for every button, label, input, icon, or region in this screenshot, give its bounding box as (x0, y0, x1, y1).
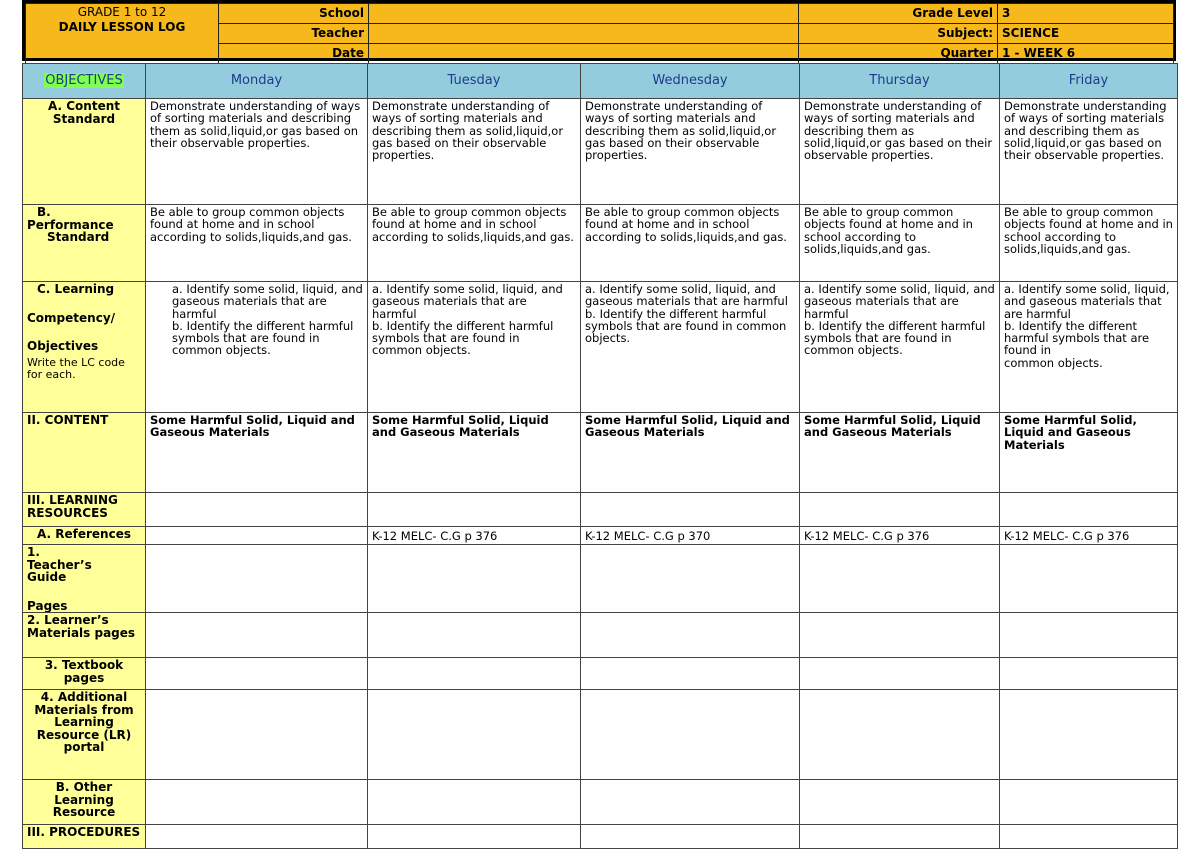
content-standard-wednesday[interactable]: Demonstrate understanding of ways of sorting materials and describing them as solid,liquid,or gas based on their observable properties. (581, 99, 800, 205)
learning-resources-wednesday[interactable] (581, 493, 800, 527)
learning-competency-tuesday[interactable]: a. Identify some solid, liquid, and gaseous materials that are harmful b. Identify the different harmful symbols that are found in common objects. (368, 282, 581, 413)
additional-materials-thursday[interactable] (800, 690, 1000, 780)
textbook-row (23, 658, 1178, 690)
grade-level-label: Grade Level (799, 4, 998, 24)
performance-standard-wednesday[interactable]: Be able to group common objects found at home and in school according to solids,liquids,and gas. (581, 205, 800, 282)
school-value[interactable] (369, 4, 799, 24)
additional-materials-tuesday[interactable] (368, 690, 581, 780)
day-header-wednesday: Wednesday (581, 64, 800, 99)
day-header-friday: Friday (1000, 64, 1178, 99)
learning-competency-thursday[interactable]: a. Identify some solid, liquid, and gaseous materials that are harmful b. Identify the different harmful symbols that are found in common objects. (800, 282, 1000, 413)
procedures-tuesday[interactable] (368, 825, 581, 849)
other-resource-friday[interactable] (1000, 780, 1178, 825)
grade-level-value[interactable]: 3 (998, 4, 1174, 24)
learners-materials-wednesday[interactable] (581, 613, 800, 658)
learning-competency-monday[interactable]: a. Identify some solid, liquid, and gaseous materials that are harmful b. Identify the different harmful symbols that are found in common objects. (146, 282, 368, 413)
references-wednesday[interactable]: K-12 MELC- C.G p 370 (581, 527, 800, 545)
other-resource-row (23, 780, 1178, 825)
teachers-guide-friday[interactable] (1000, 545, 1178, 613)
additional-materials-monday[interactable] (146, 690, 368, 780)
textbook-wednesday[interactable] (581, 658, 800, 690)
content-standard-monday[interactable]: Demonstrate understanding of ways of sorting materials and describing them as solid,liquid,or gas based on their observable properties. (146, 99, 368, 205)
header-title-cell (26, 4, 219, 64)
references-tuesday[interactable]: K-12 MELC- C.G p 376 (368, 527, 581, 545)
learning-competency-friday[interactable]: a. Identify some solid, liquid, and gaseous materials that are harmful b. Identify the different harmful symbols that are found in common objects. (1000, 282, 1178, 413)
content-thursday[interactable]: Some Harmful Solid, Liquid and Gaseous Materials (800, 413, 1000, 493)
teachers-guide-label: 1. Teacher’s Guide Pages (23, 545, 146, 613)
procedures-thursday[interactable] (800, 825, 1000, 849)
content-tuesday[interactable]: Some Harmful Solid, Liquid and Gaseous Materials (368, 413, 581, 493)
other-resource-label: B. Other Learning Resource (23, 780, 146, 825)
learners-materials-thursday[interactable] (800, 613, 1000, 658)
objectives-header: OBJECTIVES (23, 64, 146, 99)
content-label: II. CONTENT (23, 413, 146, 493)
learners-materials-friday[interactable] (1000, 613, 1178, 658)
learning-resources-thursday[interactable] (800, 493, 1000, 527)
performance-standard-thursday[interactable]: Be able to group common objects found at home and in school according to solids,liquids,and gas. (800, 205, 1000, 282)
content-row (23, 413, 1178, 493)
learning-resources-row (23, 493, 1178, 527)
additional-materials-label: 4. Additional Materials from Learning Resource (LR) portal (23, 690, 146, 780)
content-friday[interactable]: Some Harmful Solid, Liquid and Gaseous Materials (1000, 413, 1178, 493)
content-standard-thursday[interactable]: Demonstrate understanding of ways of sorting materials and describing them as solid,liquid,or gas based on their observable properties. (800, 99, 1000, 205)
teachers-guide-row (23, 545, 1178, 613)
teachers-guide-monday[interactable] (146, 545, 368, 613)
learning-resources-label: III. LEARNING RESOURCES (23, 493, 146, 527)
performance-standard-label: B. Performance Standard (23, 205, 146, 282)
learning-resources-friday[interactable] (1000, 493, 1178, 527)
procedures-label: III. PROCEDURES (23, 825, 146, 849)
procedures-friday[interactable] (1000, 825, 1178, 849)
other-resource-tuesday[interactable] (368, 780, 581, 825)
day-header-tuesday: Tuesday (368, 64, 581, 99)
learning-competency-wednesday[interactable]: a. Identify some solid, liquid, and gaseous materials that are harmful b. Identify the different harmful symbols that are found in common objects. (581, 282, 800, 413)
procedures-wednesday[interactable] (581, 825, 800, 849)
school-label: School (219, 4, 369, 24)
quarter-label: Quarter (799, 44, 998, 64)
references-label: A. References (23, 527, 146, 545)
other-resource-thursday[interactable] (800, 780, 1000, 825)
day-header-monday: Monday (146, 64, 368, 99)
quarter-value[interactable]: 1 - WEEK 6 (998, 44, 1174, 64)
other-resource-wednesday[interactable] (581, 780, 800, 825)
teacher-value[interactable] (369, 24, 799, 44)
textbook-monday[interactable] (146, 658, 368, 690)
learners-materials-label: 2. Learner’s Materials pages (23, 613, 146, 658)
lesson-log-header (22, 0, 1176, 61)
content-wednesday[interactable]: Some Harmful Solid, Liquid and Gaseous Materials (581, 413, 800, 493)
teachers-guide-tuesday[interactable] (368, 545, 581, 613)
learning-resources-monday[interactable] (146, 493, 368, 527)
performance-standard-row (23, 205, 1178, 282)
teacher-label: Teacher (219, 24, 369, 44)
content-standard-friday[interactable]: Demonstrate understanding of ways of sorting materials and describing them as solid,liquid,or gas based on their observable properties. (1000, 99, 1178, 205)
performance-standard-friday[interactable]: Be able to group common objects found at home and in school according to solids,liquids,and gas. (1000, 205, 1178, 282)
date-value[interactable] (369, 44, 799, 64)
lc-code-note: Write the LC code for each. (27, 355, 125, 381)
day-header-thursday: Thursday (800, 64, 1000, 99)
textbook-label: 3. Textbook pages (23, 658, 146, 690)
textbook-thursday[interactable] (800, 658, 1000, 690)
lesson-log-table (22, 63, 1178, 849)
references-row (23, 527, 1178, 545)
other-resource-monday[interactable] (146, 780, 368, 825)
textbook-tuesday[interactable] (368, 658, 581, 690)
log-title: DAILY LESSON LOG (58, 20, 186, 34)
performance-standard-monday[interactable]: Be able to group common objects found at home and in school according to solids,liquids,and gas. (146, 205, 368, 282)
subject-value[interactable]: SCIENCE (998, 24, 1174, 44)
learners-materials-tuesday[interactable] (368, 613, 581, 658)
grade-range: GRADE 1 to 12 (77, 5, 167, 19)
learning-competency-row (23, 282, 1178, 413)
day-header-row (23, 64, 1178, 99)
learning-resources-tuesday[interactable] (368, 493, 581, 527)
content-monday[interactable]: Some Harmful Solid, Liquid and Gaseous Materials (146, 413, 368, 493)
learners-materials-row (23, 613, 1178, 658)
additional-materials-friday[interactable] (1000, 690, 1178, 780)
learners-materials-monday[interactable] (146, 613, 368, 658)
procedures-monday[interactable] (146, 825, 368, 849)
references-thursday[interactable]: K-12 MELC- C.G p 376 (800, 527, 1000, 545)
teachers-guide-wednesday[interactable] (581, 545, 800, 613)
references-monday[interactable] (146, 527, 368, 545)
textbook-friday[interactable] (1000, 658, 1178, 690)
additional-materials-wednesday[interactable] (581, 690, 800, 780)
performance-standard-tuesday[interactable]: Be able to group common objects found at home and in school according to solids,liquids,and gas. (368, 205, 581, 282)
content-standard-row (23, 99, 1178, 205)
date-label: Date (219, 44, 369, 64)
teachers-guide-thursday[interactable] (800, 545, 1000, 613)
additional-materials-row (23, 690, 1178, 780)
procedures-row (23, 825, 1178, 849)
content-standard-tuesday[interactable]: Demonstrate understanding of ways of sorting materials and describing them as solid,liquid,or gas based on their observable properties. (368, 99, 581, 205)
learning-competency-label: C. Learning Competency/ Objectives Write the LC code for each. (23, 282, 146, 413)
subject-label: Subject: (799, 24, 998, 44)
content-standard-label: A. Content Standard (23, 99, 146, 205)
references-friday[interactable]: K-12 MELC- C.G p 376 (1000, 527, 1178, 545)
